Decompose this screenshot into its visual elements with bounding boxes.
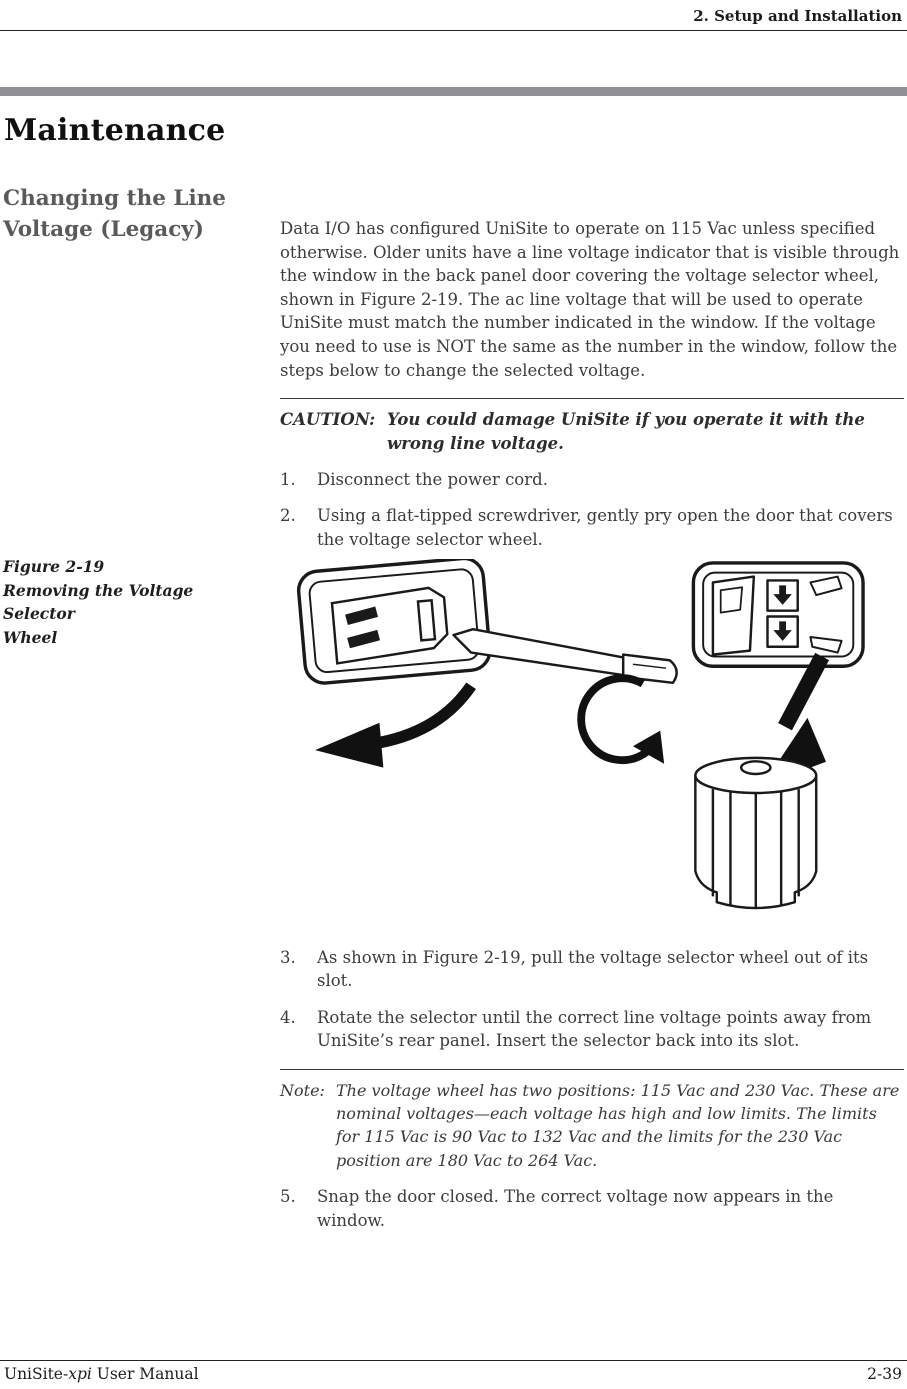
section-heading-line2: Voltage (Legacy) bbox=[3, 216, 204, 242]
section-heading-cell bbox=[3, 184, 280, 382]
note-rule bbox=[280, 1069, 904, 1070]
running-header bbox=[3, 0, 904, 30]
rear-module-drawing bbox=[693, 563, 863, 666]
list-item bbox=[280, 1185, 904, 1232]
step-number: 1. bbox=[280, 470, 296, 489]
manual-title-suffix: User Manual bbox=[91, 1365, 199, 1383]
step-number: 3. bbox=[280, 947, 296, 967]
step-number: 2. bbox=[280, 506, 296, 526]
figure-caption-line2: Removing the Voltage Selector bbox=[3, 580, 194, 624]
note-label: Note: bbox=[280, 1080, 325, 1100]
manual-title-italic: xpi bbox=[68, 1365, 92, 1383]
door-open-arrow-icon bbox=[370, 686, 471, 744]
step-number: 4. bbox=[280, 1007, 296, 1027]
figure-2-19 bbox=[280, 559, 904, 922]
step-text: Using a flat-tipped screwdriver, gently pry open the door that covers the voltage selector wheel. bbox=[317, 506, 893, 549]
figure-caption-line3: Wheel bbox=[3, 627, 58, 647]
caution-rule bbox=[280, 398, 904, 399]
step-text: Rotate the selector until the correct line voltage points away from UniSite’s rear panel. Insert the selector back into its slot. bbox=[317, 1007, 872, 1051]
page-number: 2-39 bbox=[867, 1365, 902, 1383]
footer-row bbox=[3, 1365, 904, 1385]
section-divider-bar bbox=[0, 87, 907, 96]
list-item bbox=[280, 1006, 904, 1053]
list-item bbox=[280, 946, 904, 993]
section-heading-line1: Changing the Line bbox=[3, 186, 226, 211]
door-open-arrowhead-icon bbox=[315, 723, 383, 768]
intro-paragraph: Data I/O has configured UniSite to operate on 115 Vac unless specified otherwise. Older units have a line voltage indicator that is visible through the window in the back panel door covering the voltage selector wheel, shown in Figure 2-19. The ac line voltage that will be used to operate UniSite must match the number indicated in the window. If the voltage you need to use is NOT the same as the number in the window, follow the steps below to change the selected voltage. bbox=[280, 219, 900, 380]
spacer bbox=[3, 944, 280, 1232]
caution-label: CAUTION: bbox=[280, 410, 376, 430]
power-inlet-drawing bbox=[297, 559, 491, 685]
footer-rule bbox=[0, 1360, 907, 1361]
manual-title-prefix: UniSite- bbox=[4, 1365, 69, 1383]
step-number: 5. bbox=[280, 1187, 296, 1207]
page-content bbox=[3, 184, 904, 1232]
page-footer bbox=[3, 1360, 904, 1389]
step-text: Snap the door closed. The correct voltage now appears in the window. bbox=[317, 1187, 834, 1230]
page-title: Maintenance bbox=[4, 113, 226, 148]
figure-caption-number: Figure 2-19 bbox=[3, 557, 105, 577]
list-item bbox=[280, 468, 904, 491]
section-heading bbox=[3, 184, 262, 245]
figure-caption bbox=[3, 551, 262, 649]
voltage-selector-wheel-drawing bbox=[695, 758, 816, 909]
list-item bbox=[280, 504, 904, 551]
steps-1-2-cell bbox=[280, 455, 904, 551]
steps-3-5-cell bbox=[280, 944, 904, 1232]
figure-2-19-illustration bbox=[280, 559, 904, 922]
screwdriver-drawing bbox=[454, 629, 677, 683]
note-text: The voltage wheel has two positions: 115 Vac and 230 Vac. These are nominal voltages—each voltage has high and low limits. The limits for 115 Vac is 90 Vac to 132 Vac and the limits for the 230 Vac position are 180 Vac to 264 Vac. bbox=[336, 1080, 900, 1170]
manual-title bbox=[4, 1365, 199, 1383]
caution-cell bbox=[280, 382, 904, 455]
spacer bbox=[3, 382, 280, 455]
step-text: Disconnect the power cord. bbox=[317, 470, 548, 489]
intro-cell bbox=[280, 184, 904, 382]
caution-text: You could damage UniSite if you operate it with the wrong line voltage. bbox=[387, 410, 865, 453]
header-rule bbox=[0, 30, 907, 31]
note-block bbox=[280, 1079, 904, 1172]
step-text: As shown in Figure 2-19, pull the voltage selector wheel out of its slot. bbox=[317, 947, 869, 991]
chapter-header: 2. Setup and Installation bbox=[693, 7, 902, 25]
spacer bbox=[3, 455, 280, 551]
figure-caption-cell bbox=[3, 551, 280, 944]
caution-block bbox=[280, 408, 904, 455]
